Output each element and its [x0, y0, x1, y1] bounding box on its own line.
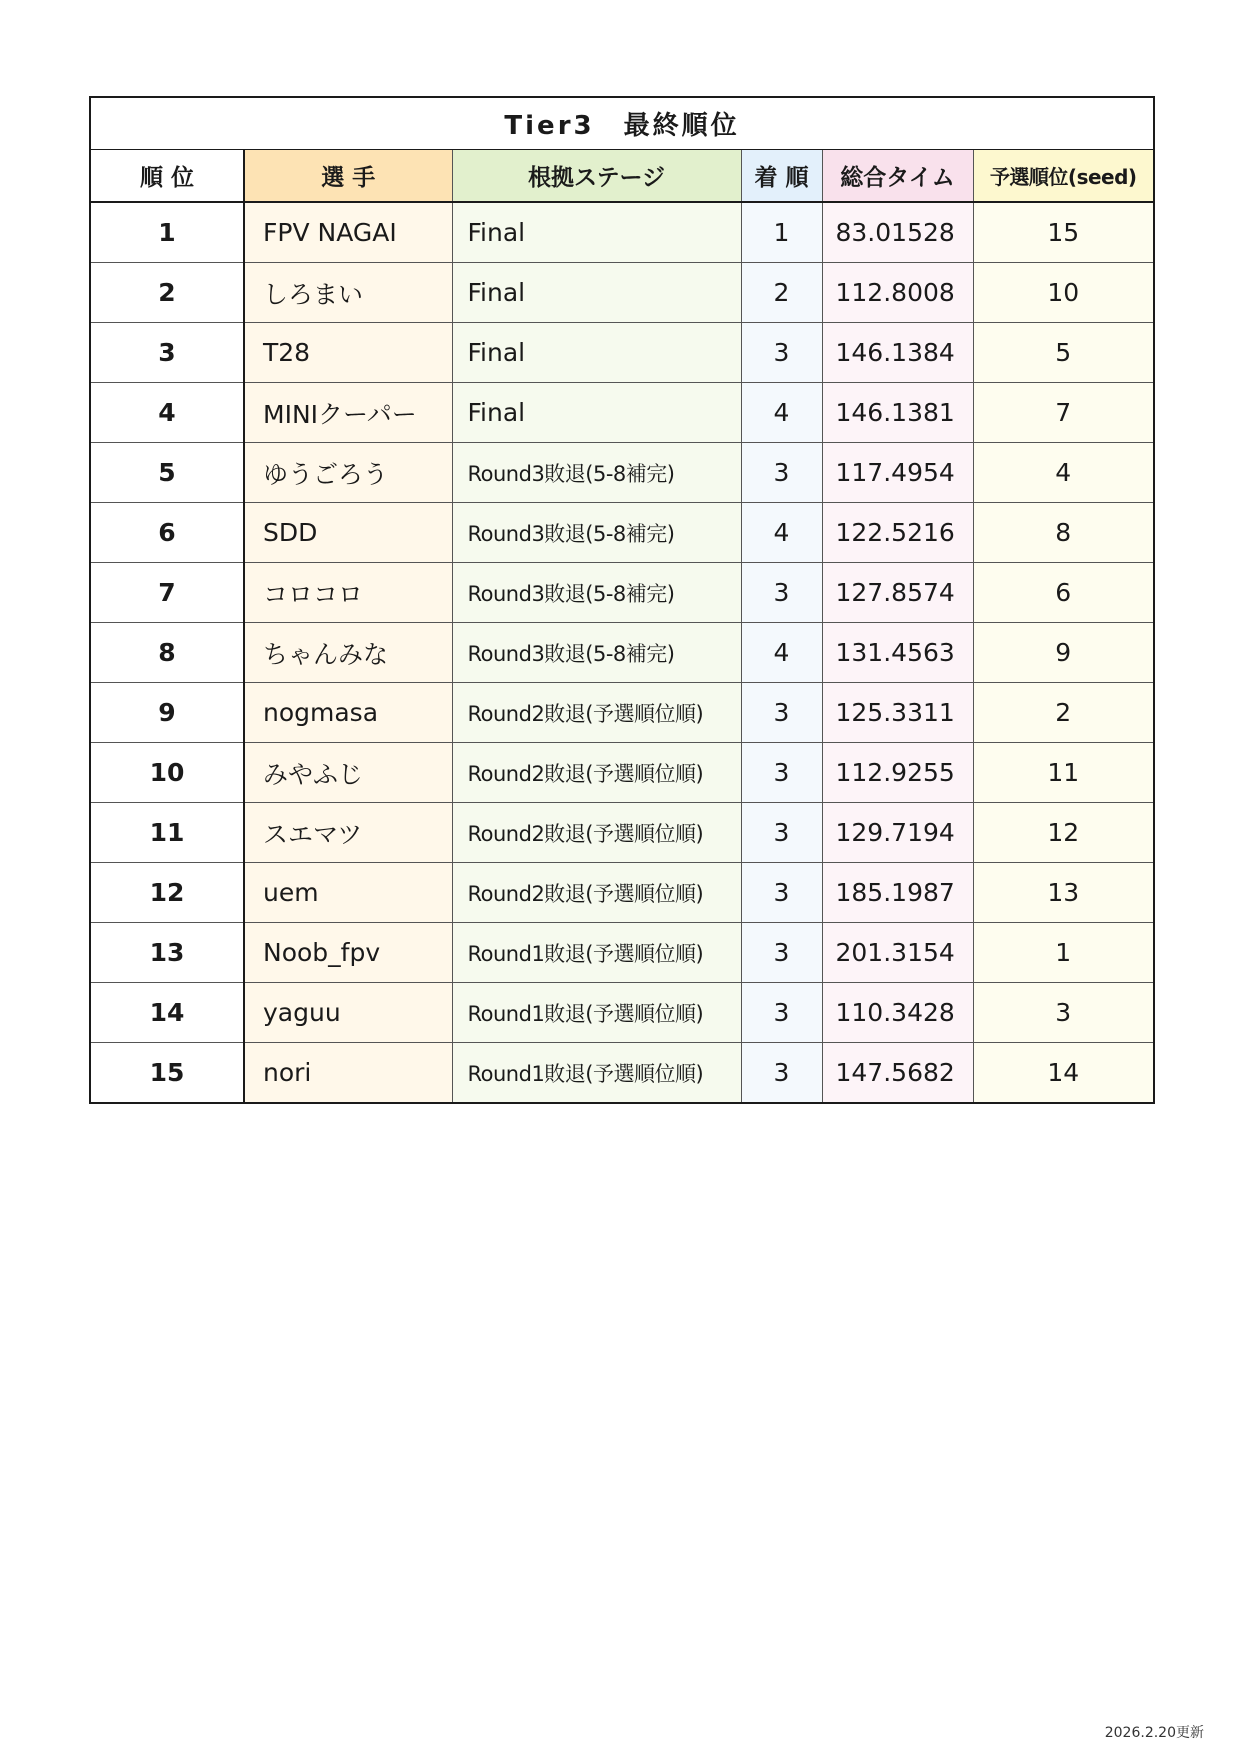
cell-stage: Round2敗退(予選順位順)	[452, 683, 741, 743]
cell-seed: 15	[973, 202, 1154, 263]
cell-total-time: 110.3428	[822, 983, 973, 1043]
cell-pilot: スエマツ	[244, 803, 452, 863]
table-row	[90, 983, 1154, 1043]
cell-pilot: みやふじ	[244, 743, 452, 803]
cell-finish: 3	[741, 323, 822, 383]
cell-seed: 7	[973, 383, 1154, 443]
cell-stage: Round2敗退(予選順位順)	[452, 743, 741, 803]
column-header-row	[90, 150, 1154, 203]
updated-date: 2026.2.20更新	[1104, 1725, 1204, 1741]
table-row	[90, 323, 1154, 383]
cell-total-time: 146.1381	[822, 383, 973, 443]
cell-stage: Final	[452, 263, 741, 323]
cell-finish: 3	[741, 923, 822, 983]
header-finish: 着 順	[741, 150, 822, 203]
cell-stage: Round3敗退(5-8補完)	[452, 443, 741, 503]
cell-rank: 8	[90, 623, 244, 683]
cell-finish: 4	[741, 383, 822, 443]
cell-seed: 1	[973, 923, 1154, 983]
cell-rank: 6	[90, 503, 244, 563]
cell-finish: 3	[741, 683, 822, 743]
cell-finish: 3	[741, 983, 822, 1043]
cell-rank: 13	[90, 923, 244, 983]
cell-total-time: 129.7194	[822, 803, 973, 863]
cell-seed: 13	[973, 863, 1154, 923]
cell-finish: 3	[741, 863, 822, 923]
cell-stage: Round2敗退(予選順位順)	[452, 803, 741, 863]
cell-total-time: 127.8574	[822, 563, 973, 623]
cell-seed: 2	[973, 683, 1154, 743]
cell-seed: 3	[973, 983, 1154, 1043]
table-row	[90, 503, 1154, 563]
cell-rank: 10	[90, 743, 244, 803]
cell-pilot: ちゃんみな	[244, 623, 452, 683]
cell-finish: 1	[741, 202, 822, 263]
cell-rank: 4	[90, 383, 244, 443]
cell-total-time: 117.4954	[822, 443, 973, 503]
cell-pilot: uem	[244, 863, 452, 923]
cell-finish: 3	[741, 443, 822, 503]
cell-rank: 12	[90, 863, 244, 923]
cell-stage: Round1敗退(予選順位順)	[452, 983, 741, 1043]
cell-finish: 2	[741, 263, 822, 323]
header-stage: 根拠ステージ	[452, 150, 741, 203]
cell-pilot: FPV NAGAI	[244, 202, 452, 263]
table-row	[90, 263, 1154, 323]
cell-finish: 3	[741, 743, 822, 803]
cell-rank: 2	[90, 263, 244, 323]
cell-finish: 3	[741, 1043, 822, 1104]
cell-pilot: SDD	[244, 503, 452, 563]
cell-seed: 12	[973, 803, 1154, 863]
cell-finish: 3	[741, 563, 822, 623]
cell-total-time: 83.01528	[822, 202, 973, 263]
cell-pilot: MINIクーパー	[244, 383, 452, 443]
cell-finish: 4	[741, 623, 822, 683]
cell-seed: 11	[973, 743, 1154, 803]
cell-rank: 3	[90, 323, 244, 383]
cell-pilot: T28	[244, 323, 452, 383]
table-row	[90, 863, 1154, 923]
table-row	[90, 803, 1154, 863]
cell-total-time: 112.9255	[822, 743, 973, 803]
table-body	[90, 202, 1154, 1103]
cell-finish: 3	[741, 803, 822, 863]
cell-stage: Round1敗退(予選順位順)	[452, 1043, 741, 1104]
cell-stage: Final	[452, 323, 741, 383]
cell-rank: 11	[90, 803, 244, 863]
cell-stage: Round3敗退(5-8補完)	[452, 563, 741, 623]
cell-total-time: 131.4563	[822, 623, 973, 683]
cell-total-time: 125.3311	[822, 683, 973, 743]
cell-pilot: しろまい	[244, 263, 452, 323]
header-rank: 順 位	[90, 150, 244, 203]
table-row	[90, 383, 1154, 443]
cell-total-time: 112.8008	[822, 263, 973, 323]
cell-rank: 1	[90, 202, 244, 263]
cell-seed: 9	[973, 623, 1154, 683]
cell-seed: 6	[973, 563, 1154, 623]
cell-pilot: nori	[244, 1043, 452, 1104]
cell-total-time: 201.3154	[822, 923, 973, 983]
cell-pilot: nogmasa	[244, 683, 452, 743]
cell-total-time: 122.5216	[822, 503, 973, 563]
table-row	[90, 683, 1154, 743]
cell-rank: 15	[90, 1043, 244, 1104]
cell-seed: 14	[973, 1043, 1154, 1104]
header-pilot: 選 手	[244, 150, 452, 203]
cell-stage: Final	[452, 202, 741, 263]
cell-stage: Round2敗退(予選順位順)	[452, 863, 741, 923]
table-row	[90, 202, 1154, 263]
cell-stage: Round1敗退(予選順位順)	[452, 923, 741, 983]
cell-stage: Final	[452, 383, 741, 443]
table-row	[90, 1043, 1154, 1104]
cell-pilot: ゆうごろう	[244, 443, 452, 503]
cell-pilot: コロコロ	[244, 563, 452, 623]
table-title-row	[90, 97, 1154, 150]
final-ranking-table	[89, 96, 1155, 1104]
cell-seed: 10	[973, 263, 1154, 323]
table-row	[90, 443, 1154, 503]
table-title: Tier3 最終順位	[90, 97, 1154, 150]
cell-total-time: 147.5682	[822, 1043, 973, 1104]
table-row	[90, 563, 1154, 623]
cell-pilot: yaguu	[244, 983, 452, 1043]
cell-total-time: 146.1384	[822, 323, 973, 383]
table-row	[90, 923, 1154, 983]
cell-total-time: 185.1987	[822, 863, 973, 923]
cell-rank: 14	[90, 983, 244, 1043]
cell-seed: 8	[973, 503, 1154, 563]
cell-stage: Round3敗退(5-8補完)	[452, 503, 741, 563]
cell-rank: 9	[90, 683, 244, 743]
header-total-time: 総合タイム	[822, 150, 973, 203]
table-row	[90, 623, 1154, 683]
cell-seed: 5	[973, 323, 1154, 383]
cell-rank: 7	[90, 563, 244, 623]
cell-pilot: Noob_fpv	[244, 923, 452, 983]
cell-stage: Round3敗退(5-8補完)	[452, 623, 741, 683]
cell-finish: 4	[741, 503, 822, 563]
header-seed: 予選順位(seed)	[973, 150, 1154, 203]
cell-seed: 4	[973, 443, 1154, 503]
cell-rank: 5	[90, 443, 244, 503]
table-row	[90, 743, 1154, 803]
